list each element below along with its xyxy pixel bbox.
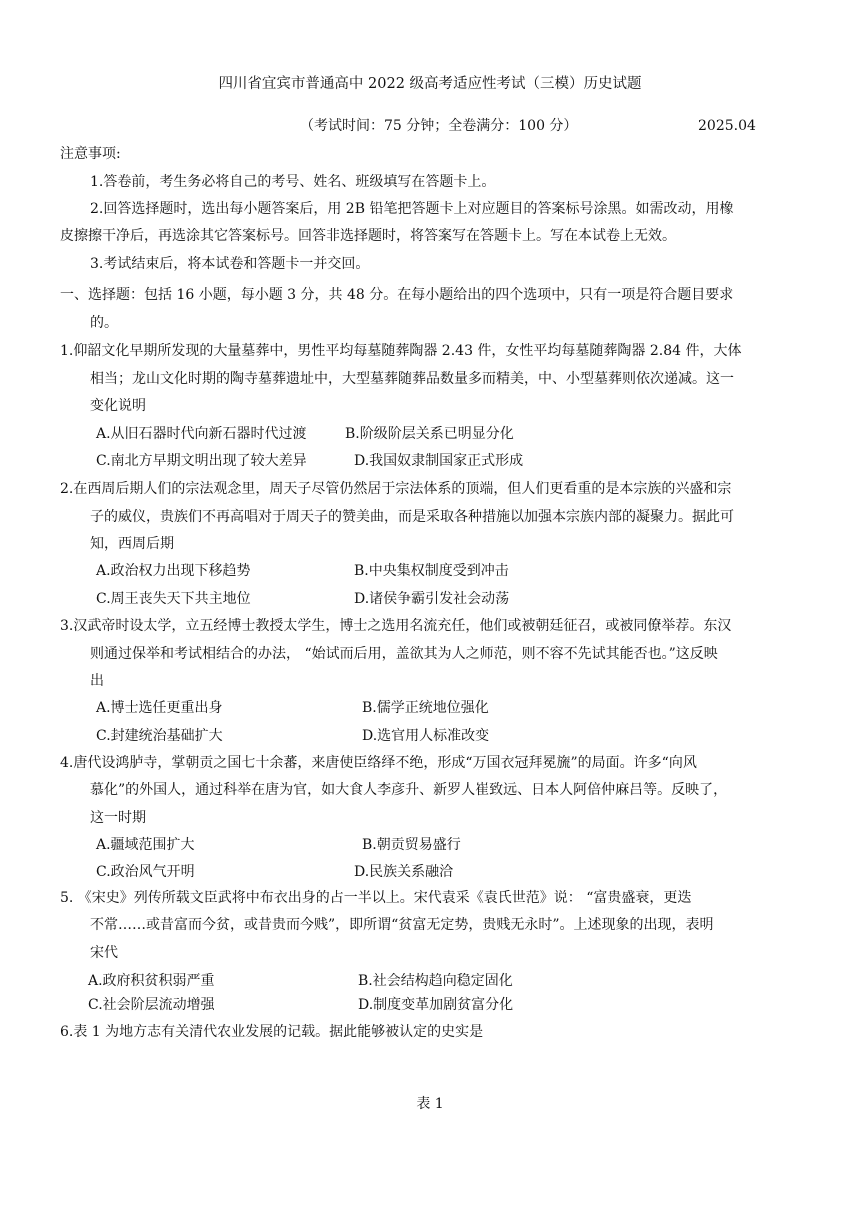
notice-item: 3.考试结束后，将本试卷和答题卡一并交回。 bbox=[90, 256, 370, 272]
notice-item: 2.回答选择题时，选出每小题答案后，用 2B 铅笔把答题卡上对应题目的答案标号涂黑。如需改动，用橡 bbox=[90, 201, 734, 217]
question-4-option-b: B.朝贡贸易盛行 bbox=[362, 837, 461, 853]
question-5-option-d: D.制度变革加剧贫富分化 bbox=[358, 997, 514, 1013]
question-3-option-d: D.选官用人标准改变 bbox=[362, 728, 490, 744]
question-1-stem: 1.仰韶文化早期所发现的大量墓葬中，男性平均每墓随葬陶器 2.43 件，女性平均每墓随葬陶器 2.84 件，大体 bbox=[60, 343, 742, 359]
notice-item-continued: 皮擦擦干净后，再选涂其它答案标号。回答非选择题时，将答案写在答题卡上。写在本试卷上无效。 bbox=[60, 228, 676, 244]
question-5-stem: 宋代 bbox=[90, 945, 118, 961]
question-1-stem: 变化说明 bbox=[90, 398, 146, 414]
notice-item: 1.答卷前，考生务必将自己的考号、姓名、班级填写在答题卡上。 bbox=[90, 174, 496, 190]
question-2-stem: 2.在西周后期人们的宗法观念里，周天子尽管仍然居于宗法体系的顶端，但人们更看重的是本宗族的兴盛和宗 bbox=[60, 481, 732, 497]
section-heading: 一、选择题：包括 16 小题，每小题 3 分，共 48 分。在每小题给出的四个选项中，只有一项是符合题目要求 bbox=[60, 287, 734, 303]
question-2-option-a: A.政治权力出现下移趋势 bbox=[96, 563, 251, 579]
section-heading-continued: 的。 bbox=[90, 315, 118, 331]
question-6-stem: 6.表 1 为地方志有关清代农业发展的记载。据此能够被认定的史实是 bbox=[60, 1024, 484, 1040]
table-caption: 表 1 bbox=[416, 1096, 444, 1112]
question-2-option-b: B.中央集权制度受到冲击 bbox=[354, 563, 509, 579]
notice-heading: 注意事项: bbox=[60, 146, 121, 162]
question-1-option-b: B.阶级阶层关系已明显分化 bbox=[345, 426, 514, 442]
page-title: 四川省宜宾市普通高中 2022 级高考适应性考试（三模）历史试题 bbox=[218, 76, 642, 92]
question-4-option-c: C.政治风气开明 bbox=[96, 864, 195, 880]
question-5-option-b: B.社会结构趋向稳定固化 bbox=[358, 973, 513, 989]
question-1-stem: 相当；龙山文化时期的陶寺墓葬遗址中，大型墓葬随葬品数量多而精美，中、小型墓葬则依次递减。这一 bbox=[90, 371, 734, 387]
question-5-option-a: A.政府积贫积弱严重 bbox=[88, 973, 215, 989]
exam-date: 2025.04 bbox=[698, 118, 756, 134]
question-1-option-c: C.南北方早期文明出现了较大差异 bbox=[96, 453, 307, 469]
question-1-option-a: A.从旧石器时代向新石器时代过渡 bbox=[96, 426, 307, 442]
question-5-stem: 5. 《宋史》列传所载文臣武将中布衣出身的占一半以上。宋代袁采《袁氏世范》说： “富贵盛衰，更迭 bbox=[60, 890, 692, 906]
question-4-stem: 这一时期 bbox=[90, 810, 146, 826]
question-3-option-b: B.儒学正统地位强化 bbox=[362, 700, 489, 716]
question-2-stem: 子的威仪，贵族们不再高唱对于周天子的赞美曲，而是采取各种措施以加强本宗族内部的凝聚力。据此可 bbox=[90, 509, 734, 525]
question-1-option-d: D.我国奴隶制国家正式形成 bbox=[354, 453, 524, 469]
question-4-option-a: A.疆域范围扩大 bbox=[96, 837, 195, 853]
question-3-stem: 则通过保举和考试相结合的办法， “始试而后用，盖欲其为人之师范，则不容不先试其能否也。”这反映 bbox=[90, 646, 718, 662]
exam-info: （考试时间：75 分钟；全卷满分：100 分） bbox=[300, 118, 578, 134]
question-2-stem: 知，西周后期 bbox=[90, 536, 174, 552]
question-3-stem: 出 bbox=[90, 673, 104, 689]
question-5-stem: 不常……或昔富而今贫，或昔贵而今贱”，即所谓“贫富无定势，贵贱无永时”。上述现象的出现，表明 bbox=[90, 917, 714, 933]
question-3-option-c: C.封建统治基础扩大 bbox=[96, 728, 223, 744]
question-3-option-a: A.博士选任更重出身 bbox=[96, 700, 223, 716]
question-4-option-d: D.民族关系融洽 bbox=[354, 864, 454, 880]
question-2-option-d: D.诸侯争霸引发社会动荡 bbox=[354, 591, 510, 607]
question-4-stem: 4.唐代设鸿胪寺，掌朝贡之国七十余蕃，来唐使臣络绎不绝，形成“万国衣冠拜冕旒”的局面。许多“向风 bbox=[60, 755, 697, 771]
question-4-stem: 慕化”的外国人，通过科举在唐为官，如大食人李彦升、新罗人崔致远、日本人阿倍仲麻吕等。反映了， bbox=[90, 782, 728, 798]
question-5-option-c: C.社会阶层流动增强 bbox=[88, 997, 215, 1013]
question-3-stem: 3.汉武帝时设太学，立五经博士教授太学生，博士之选用名流充任，他们或被朝廷征召，或被同僚举荐。东汉 bbox=[60, 618, 732, 634]
question-2-option-c: C.周王丧失天下共主地位 bbox=[96, 591, 251, 607]
